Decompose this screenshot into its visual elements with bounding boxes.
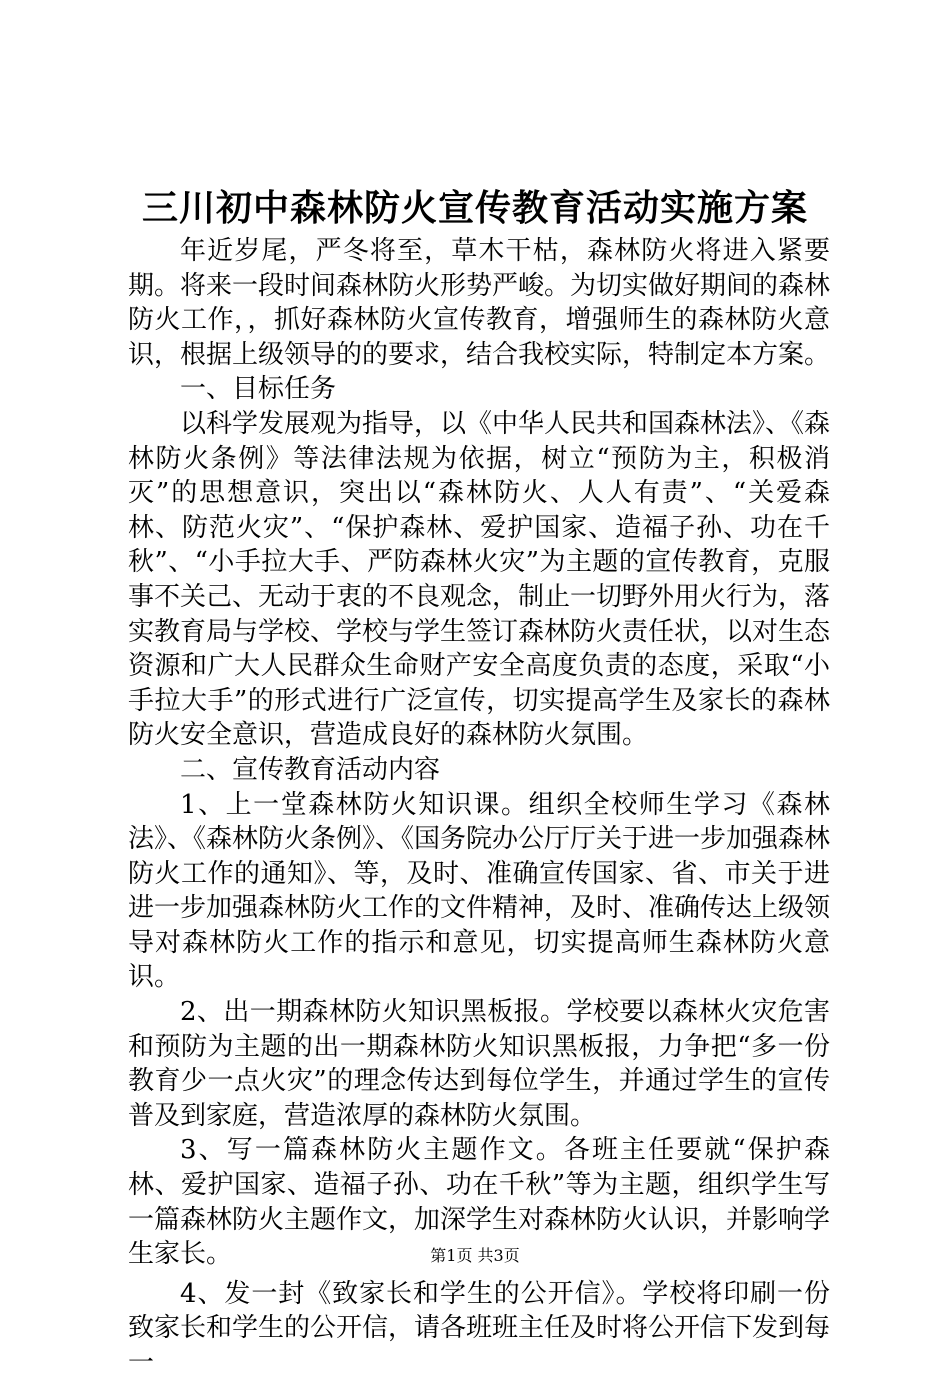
activity-item-2: 2、出一期森林防火知识黑板报。学校要以森林火灾危害和预防为主题的出一期森林防火知识黑板报，力争把“多一份教育少一点火灾”的理念传达到每位学生，并通过学生的宣传普及到家庭，营造浓厚的森林防火氛围。 (128, 997, 830, 1131)
goals-paragraph: 以科学发展观为指导，以《中华人民共和国森林法》、《森林防火条例》等法律法规为依据，树立“预防为主，积极消灭”的思想意识，突出以“森林防火、人人有责”、“关爱森林、防范火灾”、“保护森林、爱护国家、造福子孙、功在千秋”、“小手拉大手、严防森林火灾”为主题的宣传教育，克服事不关己、无动于衷的不良观念，制止一切野外用火行为，落实教育局与学校、学校与学生签订森林防火责任状，以对生态资源和广大人民群众生命财产安全高度负责的态度，采取“小手拉大手”的形式进行广泛宣传，切实提高学生及家长的森林防火安全意识，营造成良好的森林防火氛围。 (128, 408, 831, 751)
activity-item-1: 1、上一堂森林防火知识课。组织全校师生学习《森林法》、《森林防火条例》、《国务院办公厅厅关于进一步加强森林防火工作的通知》、等，及时、准确宣传国家、省、市关于进进一步加强森林防火工作的文件精神，及时、准确传达上级领导对森林防火工作的指示和意见，切实提高师生森林防火意识。 (128, 789, 831, 993)
section-heading-activities: 二、宣传教育活动内容 (180, 754, 441, 785)
activity-item-3: 3、写一篇森林防火主题作文。各班主任要就“保护森林、爱护国家、造福子孙、功在千秋”等为主题，组织学生写一篇森林防火主题作文，加深学生对森林防火认识，并影响学生家长。 (128, 1135, 831, 1270)
document-body (128, 234, 830, 1381)
page-number-footer: 第1页 共3页 (430, 1246, 520, 1265)
document-title: 三川初中森林防火宣传教育活动实施方案 (141, 187, 808, 229)
activity-item-4: 4、发一封《致家长和学生的公开信》。学校将印刷一份致家长和学生的公开信，请各班班主任及时将公开信下发到每一 (128, 1278, 831, 1378)
intro-paragraph: 年近岁尾，严冬将至，草木干枯，森林防火将进入紧要期。将来一段时间森林防火形势严峻。为切实做好期间的森林防火工作，，抓好森林防火宣传教育，增强师生的森林防火意识，根据上级领导的的要求，结合我校实际，特制定本方案。 (128, 236, 831, 370)
section-heading-goals: 一、目标任务 (180, 374, 337, 405)
